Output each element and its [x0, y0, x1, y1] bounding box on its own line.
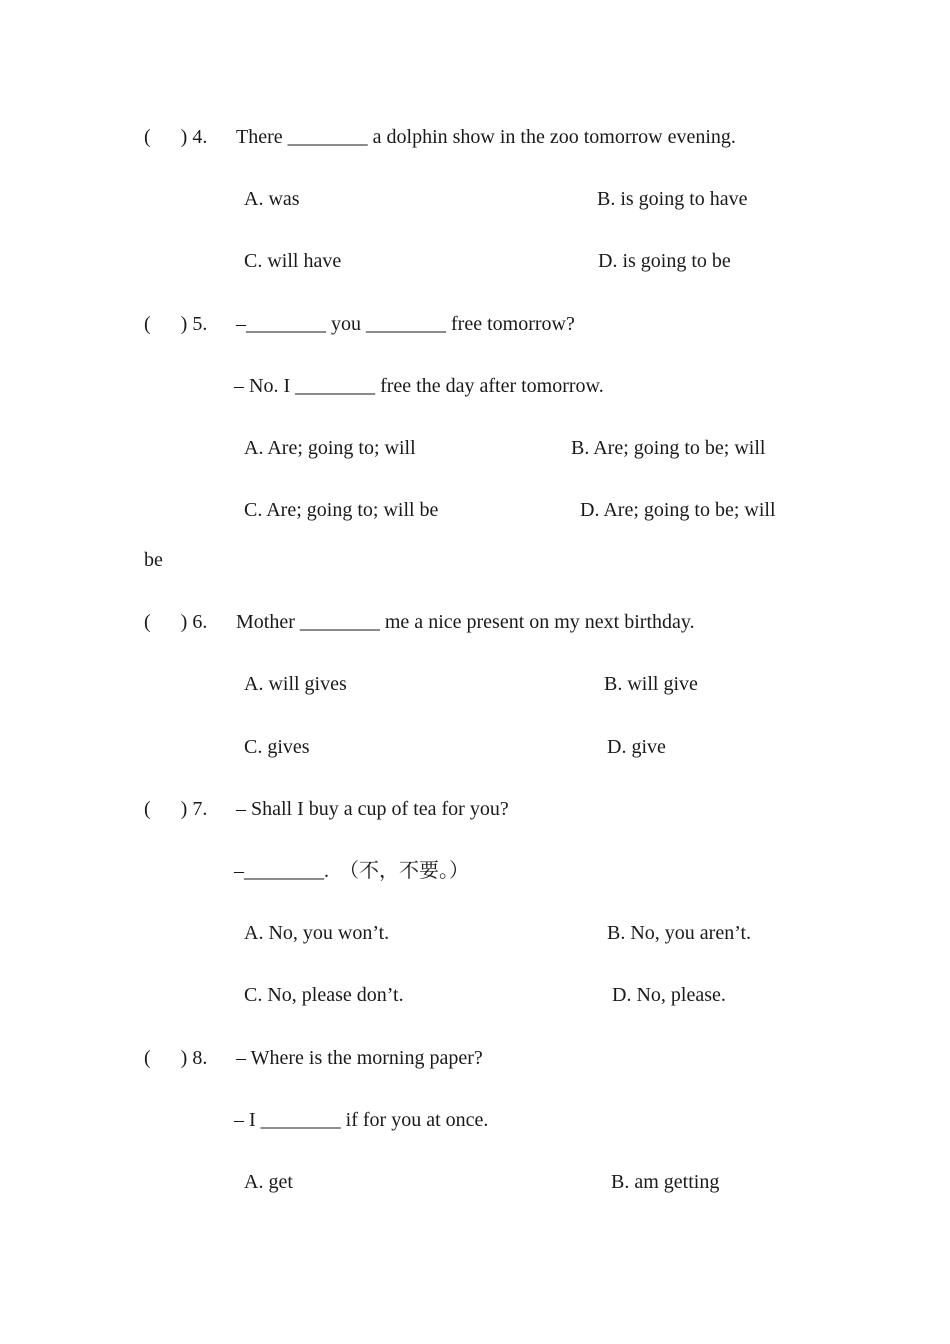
- question-6-option-b: B. will give: [604, 673, 698, 695]
- question-7-response: –________. （不，不要。）: [234, 860, 469, 882]
- question-4-option-d: D. is going to be: [598, 250, 731, 272]
- question-7-option-a: A. No, you won’t.: [244, 922, 390, 944]
- question-7-option-b: B. No, you aren’t.: [607, 922, 752, 944]
- question-6-option-a: A. will gives: [244, 673, 347, 695]
- question-7-option-c: C. No, please don’t.: [244, 984, 404, 1006]
- question-6-number: ( ) 6.: [144, 611, 208, 633]
- question-4-option-a: A. was: [244, 188, 300, 210]
- question-4-stem: There ________ a dolphin show in the zoo tomorrow evening.: [236, 126, 736, 148]
- question-5-stem: –________ you ________ free tomorrow?: [236, 313, 575, 335]
- question-4-option-c: C. will have: [244, 250, 342, 272]
- question-7-option-d: D. No, please.: [612, 984, 726, 1006]
- question-5-option-c: C. Are; going to; will be: [244, 499, 439, 521]
- question-6-stem: Mother ________ me a nice present on my next birthday.: [236, 611, 695, 633]
- question-5-option-a: A. Are; going to; will: [244, 437, 416, 459]
- question-6-option-d: D. give: [607, 736, 666, 758]
- question-8-option-b: B. am getting: [611, 1171, 720, 1193]
- question-5-response: – No. I ________ free the day after tomorrow.: [234, 375, 604, 397]
- question-7-number: ( ) 7.: [144, 798, 208, 820]
- question-5-option-d: D. Are; going to be; will: [580, 499, 776, 521]
- question-4-option-b: B. is going to have: [597, 188, 748, 210]
- question-4-number: ( ) 4.: [144, 126, 208, 148]
- question-7-stem: – Shall I buy a cup of tea for you?: [236, 798, 509, 820]
- question-6-option-c: C. gives: [244, 736, 310, 758]
- question-8-response: – I ________ if for you at once.: [234, 1109, 489, 1131]
- question-8-stem: – Where is the morning paper?: [236, 1047, 483, 1069]
- question-8-number: ( ) 8.: [144, 1047, 208, 1069]
- question-5-option-b: B. Are; going to be; will: [571, 437, 766, 459]
- question-8-option-a: A. get: [244, 1171, 293, 1193]
- question-5-number: ( ) 5.: [144, 313, 208, 335]
- question-5-option-d-wrap: be: [144, 549, 163, 571]
